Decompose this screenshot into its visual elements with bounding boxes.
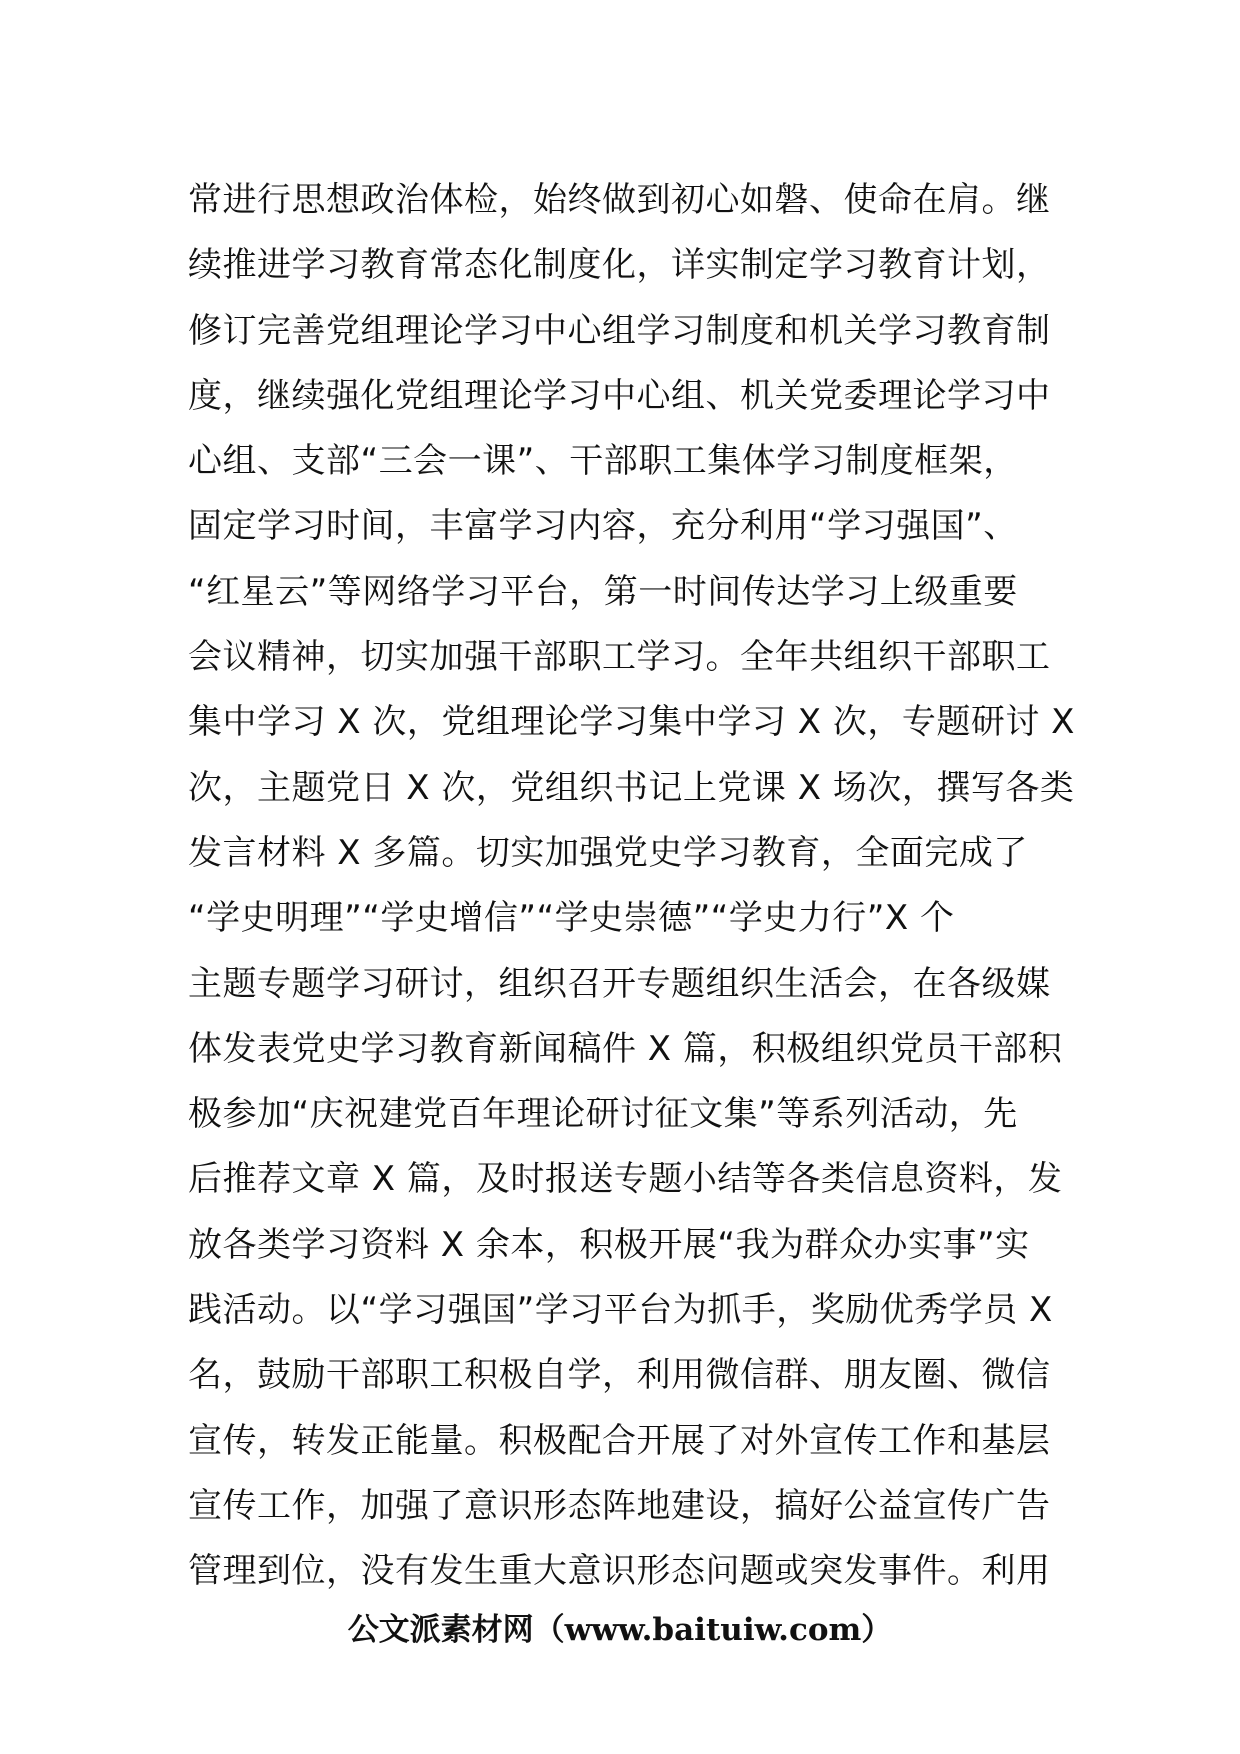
text-line-17: 放各类学习资料 X 余本，积极开展“我为群众办实事”实: [188, 1224, 1030, 1265]
text-line-7: “红星云”等网络学习平台，第一时间传达学习上级重要: [188, 571, 1018, 612]
text-line-21: 宣传工作，加强了意识形态阵地建设，搞好公益宣传广告: [188, 1485, 1051, 1526]
text-line-6: 固定学习时间，丰富学习内容，充分利用“学习强国”、: [188, 506, 1018, 547]
text-line-1: 常进行思想政治体检，始终做到初心如磐、使命在肩。继: [188, 180, 1051, 220]
text-line-22: 管理到位，没有发生重大意识形态问题或突发事件。利用: [188, 1551, 1051, 1592]
text-line-19: 名，鼓励干部职工积极自学，利用微信群、朋友圈、微信: [188, 1355, 1051, 1396]
text-line-2: 续推进学习教育常态化制度化，详实制定学习教育计划，: [188, 245, 1051, 286]
body-paragraph: [188, 168, 1075, 1605]
text-line-16: 后推荐文章 X 篇，及时报送专题小结等各类信息资料，发: [188, 1159, 1063, 1200]
text-line-3: 修订完善党组理论学习中心组学习制度和机关学习教育制: [188, 310, 1051, 351]
text-line-9: 集中学习 X 次，党组理论学习集中学习 X 次，专题研讨 X: [188, 702, 1075, 743]
text-line-14: 体发表党史学习教育新闻稿件 X 篇，积极组织党员干部积: [188, 1028, 1063, 1069]
text-line-15: 极参加“庆祝建党百年理论研讨征文集”等系列活动，先: [188, 1094, 1018, 1135]
text-line-8: 会议精神，切实加强干部职工学习。全年共组织干部职工: [188, 637, 1051, 678]
text-line-18: 践活动。以“学习强国”学习平台为抓手，奖励优秀学员 X: [188, 1290, 1053, 1331]
text-line-12: “学史明理”“学史增信”“学史崇德”“学史力行”X 个: [188, 898, 955, 939]
text-line-10: 次，主题党日 X 次，党组织书记上党课 X 场次，撰写各类: [188, 767, 1075, 808]
text-line-20: 宣传，转发正能量。积极配合开展了对外宣传工作和基层: [188, 1420, 1051, 1461]
text-line-4: 度，继续强化党组理论学习中心组、机关党委理论学习中: [188, 375, 1051, 416]
footer-source: 公文派素材网（www.baituiw.com）: [347, 1612, 893, 1648]
text-line-13: 主题专题学习研讨，组织召开专题组织生活会，在各级媒: [188, 963, 1051, 1004]
text-line-5: 心组、支部“三会一课”、干部职工集体学习制度框架，: [188, 441, 1018, 482]
text-line-11: 发言材料 X 多篇。切实加强党史学习教育，全面完成了: [188, 832, 1028, 873]
